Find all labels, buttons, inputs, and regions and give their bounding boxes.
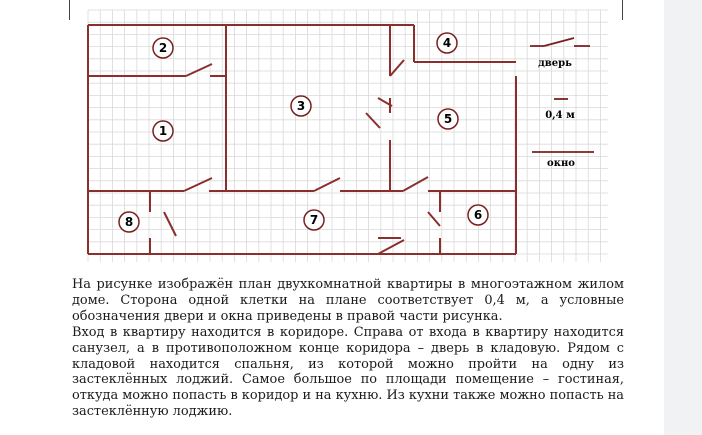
room-label-4: 4 [442, 36, 452, 50]
door-storage [164, 212, 176, 236]
room-marker-7 [304, 210, 324, 230]
door-room3-5b [366, 113, 380, 128]
room-label-7: 7 [309, 213, 319, 227]
door-room3-hall [314, 178, 340, 191]
room-marker-3 [291, 96, 311, 116]
legend-window-label: окно [547, 158, 575, 169]
legend-door-label: дверь [538, 58, 572, 69]
plan-walls [88, 25, 516, 254]
door-room2 [186, 64, 212, 76]
legend-scale-label: 0,4 м [545, 110, 575, 121]
room-marker-6 [468, 205, 488, 225]
room-marker-1 [153, 121, 173, 141]
room-marker-5 [438, 109, 458, 129]
room-label-2: 2 [158, 41, 168, 55]
room-label-8: 8 [124, 215, 134, 229]
room-label-1: 1 [158, 124, 168, 138]
door-room5-hall [403, 177, 428, 191]
problem-text [72, 277, 624, 420]
door-room4 [390, 60, 404, 76]
room-marker-8 [119, 212, 139, 232]
room-label-6: 6 [473, 208, 483, 222]
room-label-5: 5 [443, 112, 453, 126]
paragraph-intro: На рисунке изображён план двухкомнатной квартиры в многоэтажном жилом доме. Сторона одной клетки на плане соответствует 0,4 м, а условные обозначения двери и окна приведены в правой части рисунка. [72, 277, 624, 324]
room-marker-2 [153, 38, 173, 58]
room-label-3: 3 [296, 99, 306, 113]
paragraph-description: Вход в квартиру находится в коридоре. Справа от входа в квартиру находится санузел, а в противоположном конце коридора – дверь в кладовую. Рядом с кладовой находится спальня, из которой можно пройти на одну из застеклённых лоджий. Самое большое по площади помещение – гостиная, откуда можно попасть в коридор и на кухню. Из кухни также можно попасть на застеклённую лоджию. [72, 324, 624, 420]
side-panel [664, 0, 702, 435]
room-marker-4 [437, 33, 457, 53]
